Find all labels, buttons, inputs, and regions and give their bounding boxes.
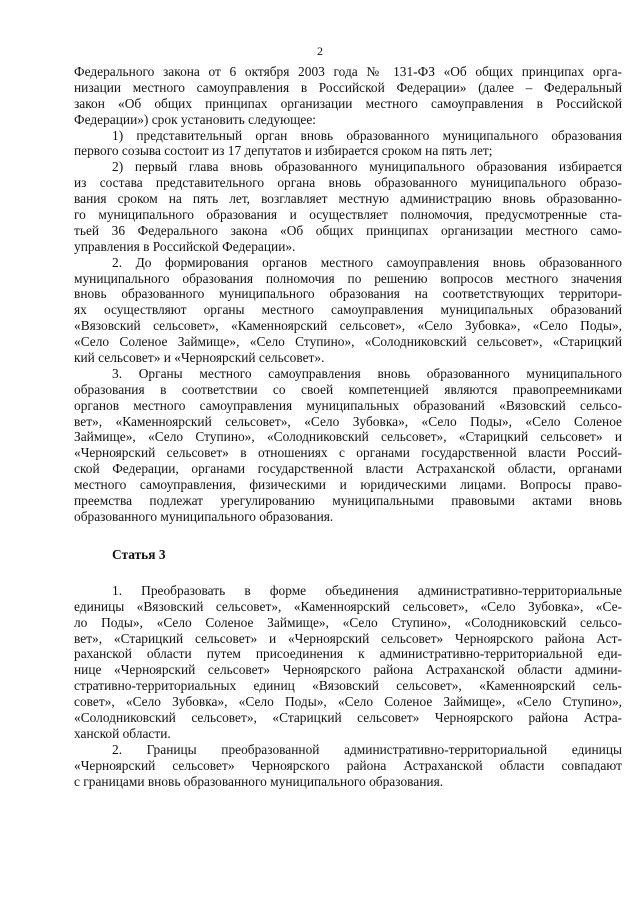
text-line: Займище», «Село Ступино», «Солодниковский сельсовет», «Старицкий сельсовет» и xyxy=(74,429,622,445)
text-line: 2) первый глава вновь образованного муниципального образования избирается xyxy=(112,159,622,175)
page-number: 2 xyxy=(317,44,323,58)
intro-paragraph xyxy=(74,64,622,128)
text-line: кий сельсовет» и «Черноярский сельсовет». xyxy=(74,350,325,366)
text-line: «Черноярский сельсовет» Черноярского района Астраханской области совпадают xyxy=(74,757,622,773)
text-line: «Черноярский сельсовет» в отношениях с органами государственной власти Россий- xyxy=(74,445,622,461)
text-line: 3. Органы местного самоуправления вновь образованного муниципального xyxy=(112,365,622,381)
text-line: Федерации») срок установить следующее: xyxy=(74,111,317,127)
text-line: тьей 36 Федерального закона «Об общих принципах организации местного само- xyxy=(74,222,622,238)
text-line: совет», «Село Зубовка», «Село Поды», «Село Соленое Займище», «Село Ступино», xyxy=(74,694,622,710)
text-line: вет», «Каменноярский сельсовет», «Село Зубовка», «Село Поды», «Село Соленое xyxy=(74,413,622,429)
text-line: ской Федерации, органами государственной власти Астраханской области, органами xyxy=(74,461,622,477)
text-line: Федерального закона от 6 октября 2003 года № 131-ФЗ «Об общих принципах орга- xyxy=(74,64,622,79)
paragraph-3 xyxy=(74,366,622,525)
text-line: образованного муниципального образования. xyxy=(74,508,334,524)
text-line: с границами вновь образованного муниципального образования. xyxy=(74,773,444,789)
text-line: «Село Соленое Займище», «Село Ступино», «Солодниковский сельсовет», «Старицкий xyxy=(74,334,622,350)
document-body xyxy=(74,64,622,789)
text-line: образования в соответствии со своей компетенцией являются правопреемниками xyxy=(74,381,622,397)
text-line: «Солодниковский сельсовет», «Старицкий сельсовет» Черноярского района Астра- xyxy=(74,709,622,725)
text-line: первого созыва состоит из 17 депутатов и избирается сроком на пять лет; xyxy=(74,143,493,159)
text-line: местного самоуправления, физическими и юридическими лицами. Вопросы право- xyxy=(74,477,622,493)
text-line: нице «Черноярский сельсовет» Черноярского района Астраханской области админи- xyxy=(74,662,622,678)
text-line: ханской области. xyxy=(74,725,171,741)
text-line: раханской области путем присоединения к административно-территориальной еди- xyxy=(74,646,622,662)
article-heading: Статья 3 xyxy=(112,546,166,562)
text-line: низации местного самоуправления в Российской Федерации» (далее – Федеральный xyxy=(74,79,622,95)
text-line: органов местного самоуправления муниципальных образований «Вязовский сельсо- xyxy=(74,397,622,413)
text-line: закон «Об общих принципах организации местного самоуправления в Российской xyxy=(74,95,622,111)
text-line: вания сроком на пять лет, возглавляет местную администрацию вновь образованно- xyxy=(74,191,622,207)
text-line: ло Поды», «Село Соленое Займище», «Село Ступино», «Солодниковский сельсо- xyxy=(74,614,622,630)
item-1-paragraph xyxy=(74,128,622,160)
text-line: стративно-территориальных единиц «Вязовский сельсовет», «Каменноярский сель- xyxy=(74,678,622,694)
text-line: «Вязовский сельсовет», «Каменноярский сельсовет», «Село Зубовка», «Село Поды», xyxy=(74,318,622,334)
text-line: го муниципального образования и осуществляет полномочия, предусмотренные ста- xyxy=(74,207,622,223)
paragraph-2 xyxy=(74,255,622,366)
text-line: 2. Границы преобразованной административно-территориальной единицы xyxy=(112,741,622,757)
article-3-paragraph-2 xyxy=(74,742,622,790)
text-line: ях осуществляют органы местного самоуправления муниципальных образований xyxy=(74,302,622,318)
text-line: 2. До формирования органов местного самоуправления вновь образованного xyxy=(112,254,622,270)
text-line: 1) представительный орган вновь образованного муниципального образования xyxy=(112,127,622,143)
text-line: единицы «Вязовский сельсовет», «Каменноярский сельсовет», «Село Зубовка», «Се- xyxy=(74,598,622,614)
text-line: вет», «Старицкий сельсовет» и «Черноярский сельсовет» Черноярского района Аст- xyxy=(74,630,622,646)
text-line: из состава представительного органа вновь образованного муниципального образо- xyxy=(74,175,622,191)
article-3-heading-wrap xyxy=(74,547,622,563)
text-line: вновь образованного муниципального образования на соответствующих территори- xyxy=(74,286,622,302)
text-line: муниципального образования полномочия по решению вопросов местного значения xyxy=(74,270,622,286)
text-line: преемства подлежат урегулированию муниципальными правовыми актами вновь xyxy=(74,493,622,509)
text-line: управления в Российской Федерации». xyxy=(74,238,296,254)
item-2-paragraph xyxy=(74,159,622,254)
text-line: 1. Преобразовать в форме объединения административно-территориальные xyxy=(112,582,622,598)
article-3-paragraph-1 xyxy=(74,583,622,742)
